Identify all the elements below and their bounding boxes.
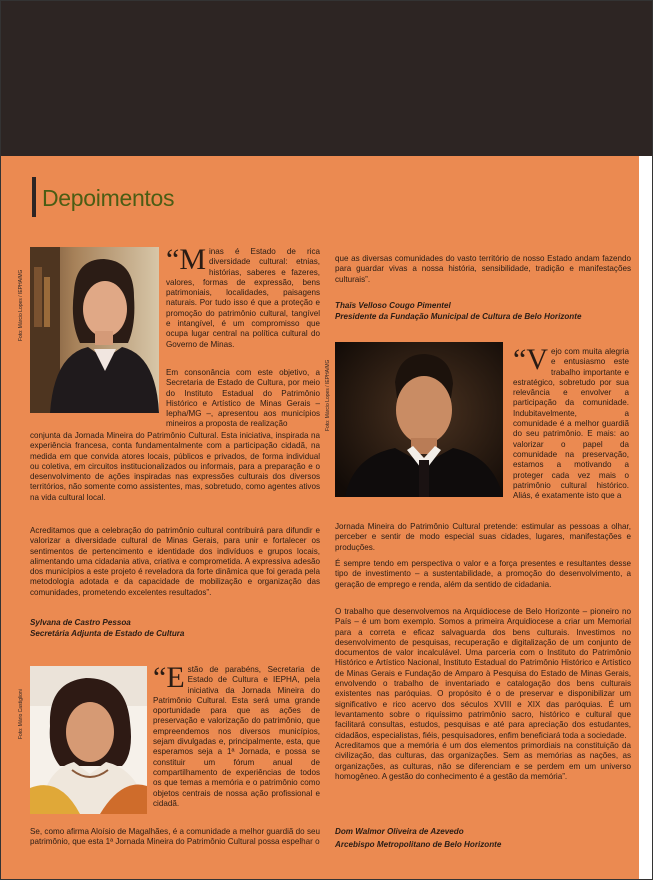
thais-paragraph-2: Se, como afirma Aloísio de Magalhães, é a comunidade a melhor guardiã do seu patrimônio, que esta 1ª Jornada Mineira do Patrimônio Cultural possa espelhar o — [30, 827, 320, 847]
section-title: Depoimentos — [42, 185, 175, 211]
walmor-paragraph-1b: Jornada Mineira do Patrimônio Cultural pretende: estimular as pessoas a olhar, perceber e sentir de modo especial suas cidades, lugares, manifestações e produções. — [335, 522, 631, 552]
dropcap-m: “M — [166, 243, 206, 276]
signature-thais-role: Presidente da Fundação Municipal de Cultura de Belo Horizonte — [335, 312, 582, 321]
thais-intro: “Estão de parabéns, Secretaria de Estado de Cultura e IEPHA, pela iniciativa da Jornada Mineira do Patrimônio Cultural. Esta será uma grande oportunidade para que as ações de preservação e valorização do patrimônio, que empreendemos nos diversos municípios, sejam divulgadas e, principalmente, esta, que esperamos seja a 1ª Jornada, e possa se constituir um fórum anual de compartilhamento de experiências de todos os que temas a memória e o patrimônio como objetos centrais de nossa ação profissional e cidadã. — [153, 661, 320, 808]
dropcap-v: “V — [513, 343, 548, 376]
signature-sylvana-role: Secretária Adjunta de Estado de Cultura — [30, 629, 185, 638]
photo-sylvana — [30, 247, 159, 413]
right-margin-strip — [639, 156, 652, 879]
portrait-woman-curly-hair — [30, 666, 147, 814]
photo-credit-2: Foto: Márcio Lopes / IEPHA/MG — [325, 359, 331, 431]
signature-thais-name: Thaïs Velloso Cougo Pimentel — [335, 301, 451, 310]
signature-walmor-role: Arcebispo Metropolitano de Belo Horizonte — [335, 840, 502, 849]
thais-paragraph-3: que as diversas comunidades do vasto território de nosso Estado andam fazendo para guardar vivas a nossa história, sensibilidade, tradição e manifestações culturais”. — [335, 254, 631, 284]
walmor-paragraph-4: Acreditamos que a memória é um dos elementos primordiais na constituição da civilização, das culturas, das organizações. Sem as memórias as nações, as organizações, as culturas, não se diferenciam e se perdem em um universo homogêneo. A gestão do conhecimento é a gestão da memória”. — [335, 741, 631, 781]
sylvana-paragraph-3: Acreditamos que a celebração do patrimônio cultural contribuirá para difundir e valorizar a diversidade cultural de Minas Gerais, para unir e fortalecer os sentimentos de pertencimento e identidade dos indivíduos e grupos locais, alimentando uma cidadania ativa, criativa e comprometida. A expressiva adesão dos municípios a este projeto é reveladora da forte dinâmica que foi gerada pela metodologia adotada e da capacidade de mobilização e organização das comunidades, prometendo excelentes resultados”. — [30, 526, 320, 597]
title-rule — [32, 177, 36, 217]
walmor-paragraph-2: É sempre tendo em perspectiva o valor e a força presentes e resultantes desse tipo de investimento – a sustentabilidade, a promoção do desenvolvimento, a geração de emprego e renda, além da sentido de cidadania. — [335, 559, 631, 589]
sylvana-paragraph-2a: Em consonância com este objetivo, a Secretaria de Estado de Cultura, por meio do Instituto Estadual do Patrimônio Histórico e Artístico de Minas Gerais – Iepha/MG –, apresentou aos municípios mineiros a proposta de realização — [166, 368, 320, 429]
signature-sylvana-name: Sylvana de Castro Pessoa — [30, 618, 131, 627]
header-band — [1, 1, 652, 156]
photo-credit-1: Foto: Márcio Lopes / IEPHA/MG — [18, 269, 24, 341]
dropcap-e: “E — [153, 661, 185, 694]
walmor-intro: “Vejo com muita alegria e entusiasmo este trabalho importante e estratégico, sobretudo por sua relevância e envolver a participação da comunidade. Indubitavelmente, a comunidade é a melhor guardiã do seu patrimônio. E mais: ao valorizar o papel da comunidade na preservação, estamos a motivando a proteger cada vez mais o patrimônio cultural histórico. Aliás, é exatamente isto que a — [513, 343, 629, 501]
walmor-paragraph-3: O trabalho que desenvolvemos na Arquidiocese de Belo Horizonte – pioneiro no País – é um bom exemplo. Somos a primeira Arquidiocese a criar um Memorial para a correta e eficaz salvaguarda dos bens culturais. Investimos no desenvolvimento de pesquisas, recuperação e digitalização de um conjunto de documentos de valor incalculável. Uma parceria com o Instituto do Patrimônio Histórico e Artístico Nacional, Instituto Estadual do Patrimônio Histórico e Artístico de Minas Gerais e Fundação de Amparo à Pesquisa do Estado de Minas Gerais, envolvendo o trabalho de inventariado e catalogação dos bens culturais existentes nas paróquias. O propósito é o de preservar e disponibilizar um significativo e rico acervo dos séculos XVIII e XIX das paróquias. É um levantamento sobre o riquíssimo patrimônio sacro, histórico e cultural que facilitará consultas, estudos, pesquisas e até para apreciação dos estudantes, cidadãos, especialistas, fiéis, pesquisadores, enfim beneficiará toda a sociedade. — [335, 607, 631, 740]
portrait-bishop — [335, 342, 503, 497]
photo-credit-3: Foto: Mário Castiglioni — [18, 689, 24, 739]
sylvana-intro: “Minas é Estado de rica diversidade cultural: etnias, histórias, saberes e fazeres, valores, formas de expressão, bens patrimoniais, localidades, paisagens naturais. Por tudo isso é que a proteção e promoção do patrimônio cultural, tangível e intangível, é um compromisso que ocupa lugar central na política cultural do Governo de Minas. — [166, 243, 320, 349]
photo-thais — [30, 666, 147, 814]
sylvana-paragraph-2b: conjunta da Jornada Mineira do Patrimônio Cultural. Esta iniciativa, inspirada na experiência francesa, conta fundamentalmente com a participação cidadã, na medida em que convida atores locais, públicos e privados, de forma individual ou coletiva, em circuitos institucionalizados ou informais, para a preparação e o desenvolvimento de ações inspiradas nas expressões culturais dos diversos territórios, não somente como assistentes, mas, sobretudo, como agentes ativos na vida cultural local. — [30, 431, 320, 502]
signature-walmor-name: Dom Walmor Oliveira de Azevedo — [335, 827, 464, 836]
photo-walmor — [335, 342, 503, 497]
portrait-woman-dark-suit — [30, 247, 159, 413]
